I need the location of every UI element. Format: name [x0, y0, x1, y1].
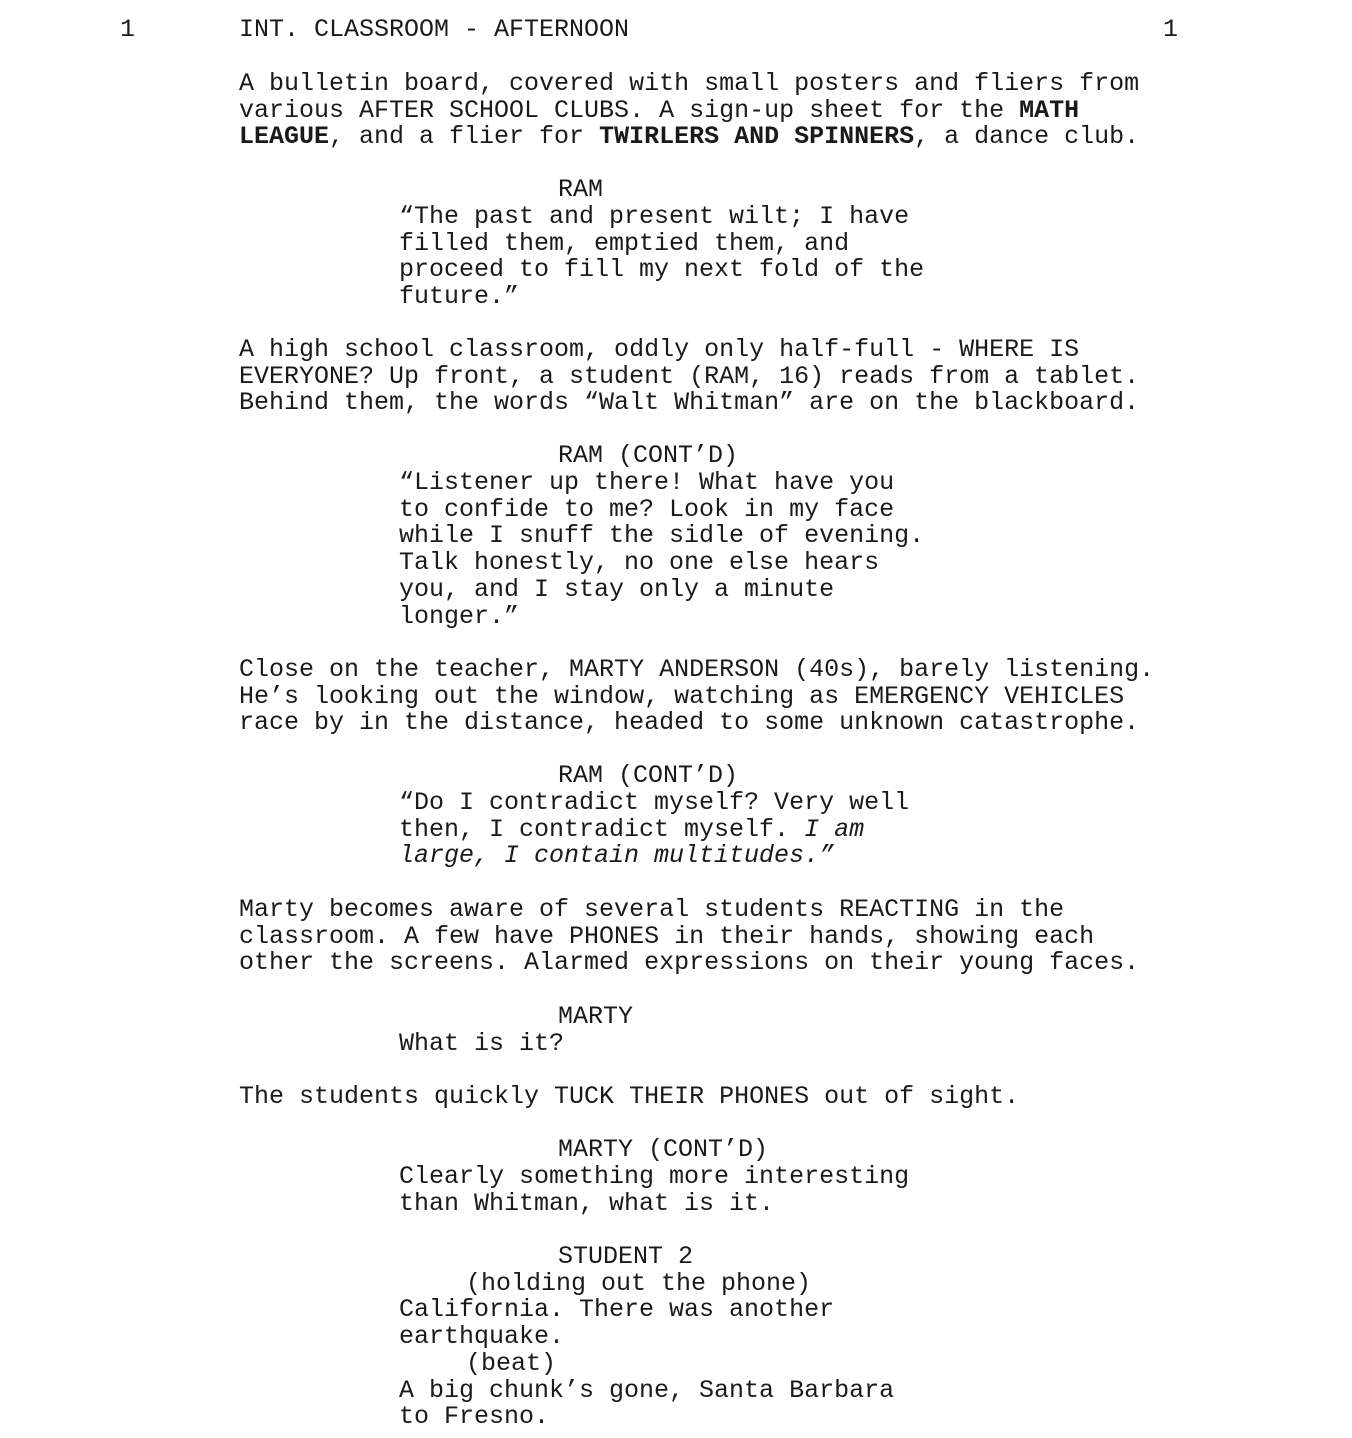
action-emphasis: MATH [1019, 95, 1080, 125]
parenthetical: (holding out the phone) [466, 1268, 812, 1298]
scene-number-left: 1 [120, 15, 136, 44]
dialogue-line: longer.” [399, 601, 520, 631]
dialogue-line: while I snuff the sidle of evening. [399, 521, 925, 551]
dialogue-line: What is it? [399, 1029, 565, 1058]
dialogue-italic: I am [804, 814, 865, 844]
character-cue: RAM [558, 175, 604, 204]
action-line: classroom. A few have PHONES in their hands, showing each [239, 921, 1095, 951]
action-emphasis: LEAGUE [239, 122, 330, 152]
dialogue-line: you, and I stay only a minute [399, 574, 835, 604]
character-cue: STUDENT 2 [558, 1242, 694, 1271]
dialogue-line: “Do I contradict myself? Very well [399, 788, 910, 817]
dialogue-text: then, I contradict myself. [399, 814, 805, 844]
scene-heading: INT. CLASSROOM - AFTERNOON [239, 15, 630, 44]
character-cue: MARTY [558, 1002, 634, 1031]
dialogue-line: to Fresno. [399, 1402, 550, 1432]
action-line: Behind them, the words “Walt Whitman” are on the blackboard. [239, 388, 1140, 418]
parenthetical: (beat) [466, 1348, 557, 1378]
action-line [239, 124, 1139, 151]
action-line: He’s looking out the window, watching as EMERGENCY VEHICLES [239, 681, 1125, 711]
character-cue: RAM (CONT’D) [558, 441, 739, 470]
dialogue-line: California. There was another [399, 1295, 835, 1325]
action-line: A bulletin board, covered with small posters and fliers from [239, 69, 1140, 98]
dialogue-line: A big chunk’s gone, Santa Barbara [399, 1375, 895, 1405]
dialogue-line: “Listener up there! What have you [399, 468, 895, 497]
dialogue-line: large, I contain multitudes.” [399, 841, 835, 871]
action-line: Close on the teacher, MARTY ANDERSON (40s), barely listening. [239, 655, 1155, 684]
action-text: , a dance club. [914, 122, 1140, 152]
dialogue-line: filled them, emptied them, and [399, 228, 850, 258]
action-text: various AFTER SCHOOL CLUBS. A sign-up sheet for the [239, 95, 1020, 125]
dialogue-line: to confide to me? Look in my face [399, 494, 895, 524]
dialogue-line: Talk honestly, no one else hears [399, 548, 880, 578]
character-cue: RAM (CONT’D) [558, 761, 739, 790]
action-line: EVERYONE? Up front, a student (RAM, 16) reads from a tablet. [239, 361, 1140, 391]
action-line: Marty becomes aware of several students REACTING in the [239, 895, 1065, 924]
action-line: A high school classroom, oddly only half-full - WHERE IS [239, 335, 1080, 364]
action-text: , and a flier for [329, 122, 600, 152]
action-line [239, 95, 1080, 125]
action-line: other the screens. Alarmed expressions on their young faces. [239, 948, 1140, 978]
action-line: race by in the distance, headed to some unknown catastrophe. [239, 708, 1140, 738]
action-emphasis: TWIRLERS AND SPINNERS [599, 122, 915, 152]
dialogue-line: earthquake. [399, 1322, 565, 1352]
dialogue-line: future.” [399, 282, 520, 312]
dialogue-line [399, 814, 865, 844]
dialogue-line: Clearly something more interesting [399, 1162, 910, 1191]
dialogue-line: than Whitman, what is it. [399, 1188, 775, 1218]
action-line: The students quickly TUCK THEIR PHONES out of sight. [239, 1082, 1020, 1111]
scene-number-right: 1 [1163, 15, 1179, 44]
dialogue-line: proceed to fill my next fold of the [399, 255, 925, 285]
character-cue: MARTY (CONT’D) [558, 1135, 769, 1164]
dialogue-line: “The past and present wilt; I have [399, 202, 910, 231]
